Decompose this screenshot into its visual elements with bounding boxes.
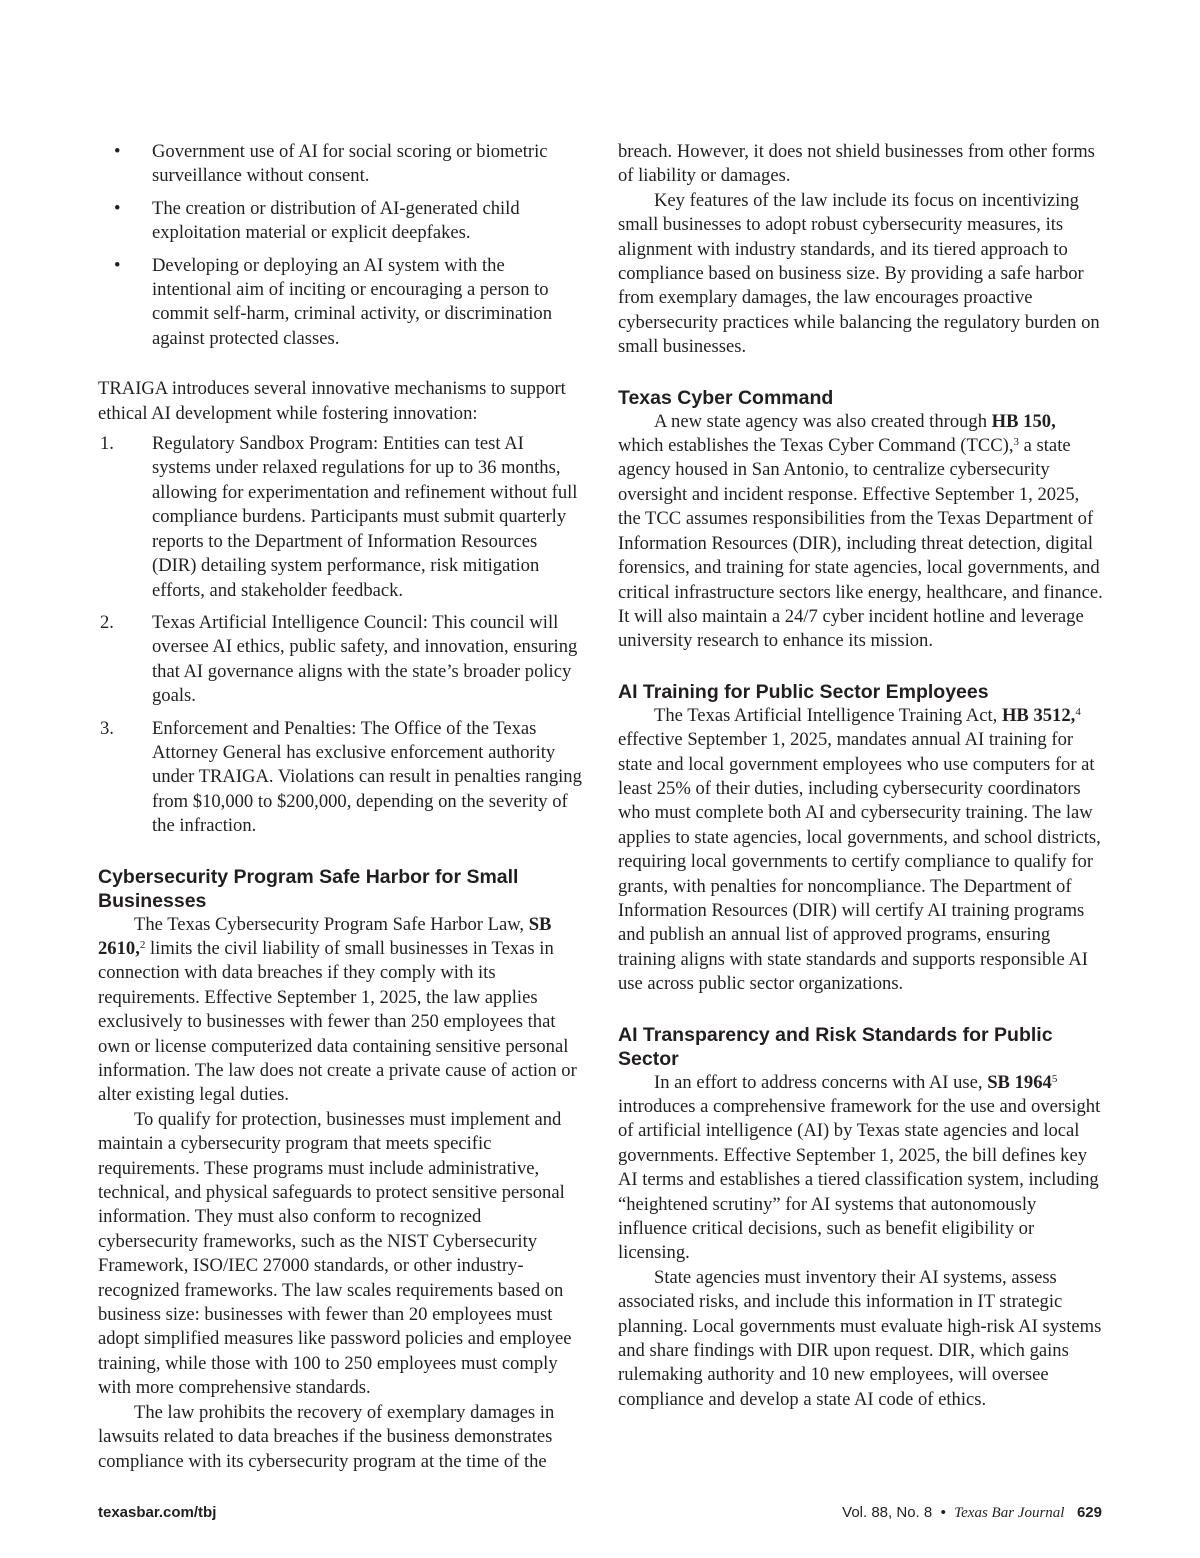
list-item <box>98 254 583 352</box>
bill-reference: SB 2610, <box>98 913 552 959</box>
footnote-marker: 2 <box>139 938 146 951</box>
bill-reference: SB 1964 <box>987 1071 1052 1093</box>
footnote-marker: 5 <box>1051 1072 1058 1085</box>
footnote-marker: 4 <box>1075 705 1081 718</box>
traiga-intro: TRAIGA introduces several innovative mechanisms to support ethical AI development while fostering innovation: <box>98 378 566 424</box>
list-item-text: Enforcement and Penalties: The Office of the Texas Attorney General has exclusive enforcement authority under TRAIGA. Violations can result in penalties ranging from $10,000 to $200,000, depending on the severity of the infraction. <box>152 717 582 837</box>
bullet-mark: • <box>114 141 121 162</box>
list-item <box>98 432 583 603</box>
volume-label: Vol. 88, No. 8 <box>842 1504 933 1521</box>
bullet-mark: • <box>114 197 121 219</box>
bill-reference: HB 150, <box>991 410 1056 432</box>
paragraph: breach. However, it does not shield businesses from other forms of liability or damages. <box>618 141 1095 187</box>
list-item-text: Texas Artificial Intelligence Council: This council will oversee AI ethics, public safety, and innovation, ensuring that AI governance aligns with the state’s broader policy goals. <box>152 611 578 707</box>
paragraph <box>618 1071 1103 1266</box>
separator-dot: • <box>940 1504 946 1521</box>
paragraph: Key features of the law include its focus on incentivizing small businesses to adopt robust cybersecurity measures, its alignment with industry standards, and its tiered approach to compliance based on business size. By providing a safe harbor from exemplary damages, the law encourages proactive cybersecurity practices while balancing the regulatory burden on small businesses. <box>618 189 1100 358</box>
list-item-text: The creation or distribution of AI-generated child exploitation material or explicit deepfakes. <box>152 197 520 244</box>
section-heading-safe-harbor: Cybersecurity Program Safe Harbor for Small Businesses <box>98 865 519 912</box>
text-run: introduces a comprehensive framework for the use and oversight of artificial intelligence (AI) by Texas state agencies and local governments. Effective September 1, 2025, the bill defines key AI terms and establishes a tiered classification system, including “heightened scrutiny” for AI systems that autonomously influence critical decisions, such as benefit eligibility or licensing. <box>618 1096 1101 1264</box>
list-item-text: Government use of AI for social scoring or biometric surveillance without consent. <box>152 141 548 187</box>
list-item <box>98 140 583 189</box>
list-item-text: Developing or deploying an AI system with the intentional aim of inciting or encouraging a person to commit self-harm, criminal activity, or discrimination against protected classes. <box>152 254 553 349</box>
prohibited-uses-list <box>98 140 583 351</box>
left-column <box>98 140 583 1474</box>
paragraph: The law prohibits the recovery of exemplary damages in lawsuits related to data breaches if the business demonstrates compliance with its cybersecurity program at the time of the <box>98 1401 555 1472</box>
text-run: The Texas Cybersecurity Program Safe Harbor Law, <box>134 913 529 935</box>
text-run: A new state agency was also created through <box>654 410 992 432</box>
paragraph <box>98 913 583 1108</box>
text-run: which establishes the Texas Cyber Command (TCC), <box>618 435 1014 457</box>
footnote-marker: 3 <box>1013 436 1019 449</box>
list-number: 2. <box>100 611 114 633</box>
page-number: 629 <box>1076 1504 1102 1521</box>
text-run: a state agency housed in San Antonio, to centralize cybersecurity oversight and incident response. Effective September 1, 2025, the TCC assumes responsibilities from the Texas Department of Information Resources (DIR), including threat detection, digital forensics, and training for state agencies, local governments, and critical infrastructure sectors like energy, healthcare, and finance. It will also maintain a 24/7 cyber incident hotline and leverage university research to enhance its mission. <box>618 435 1103 652</box>
mechanisms-list <box>98 432 583 839</box>
list-item-text: Regulatory Sandbox Program: Entities can test AI systems under relaxed regulations for up to 36 months, allowing for experimentation and refinement without full compliance burdens. Participants must submit quarterly reports to the Department of Information Resources (DIR) detailing system performance, risk mitigation efforts, and stakeholder feedback. <box>152 433 578 601</box>
right-column <box>618 140 1103 1412</box>
section-heading-ai-training: AI Training for Public Sector Employees <box>618 680 989 703</box>
text-run: The Texas Artificial Intelligence Training Act, <box>654 704 1002 726</box>
list-number: 1. <box>100 433 114 455</box>
footer-site-link[interactable]: texasbar.com/tbj <box>98 1504 217 1521</box>
section-heading-transparency: AI Transparency and Risk Standards for Public Sector <box>618 1023 1053 1070</box>
page-footer <box>98 1504 1102 1524</box>
list-item <box>98 611 583 709</box>
list-item <box>98 197 583 246</box>
journal-name: Texas Bar Journal <box>954 1505 1065 1521</box>
paragraph <box>618 410 1103 654</box>
list-item <box>98 717 583 839</box>
footer-meta <box>842 1504 1102 1522</box>
text-run: effective September 1, 2025, mandates annual AI training for state and local government employees who use computers for at least 25% of their duties, including cybersecurity coordinators who must complete both AI and cybersecurity training. The law applies to state agencies, local governments, and school districts, requiring local governments to certify compliance to qualify for grants, with penalties for noncompliance. The Department of Information Resources (DIR) will certify AI training programs and publish an annual list of approved programs, ensuring training aligns with state standards and supports responsible AI use across public sector organizations. <box>618 729 1101 995</box>
text-run: In an effort to address concerns with AI use, <box>654 1071 988 1093</box>
paragraph: To qualify for protection, businesses must implement and maintain a cybersecurity program that meets specific requirements. These programs must include administrative, technical, and physical safeguards to protect sensitive personal information. They must also conform to recognized cybersecurity frameworks, such as the NIST Cybersecurity Framework, ISO/IEC 27000 standards, or other industry-recognized frameworks. The law scales requirements based on business size: businesses with fewer than 20 employees must adopt simplified measures like password policies and employee training, while those with 100 to 250 employees must comply with more comprehensive standards. <box>98 1108 572 1399</box>
bill-reference: HB 3512, <box>1001 704 1076 726</box>
paragraph <box>618 704 1103 997</box>
text-run: limits the civil liability of small businesses in Texas in connection with data breaches if they comply with its requirements. Effective September 1, 2025, the law applies exclusively to businesses with fewer than 250 employees that own or license computerized data containing sensitive personal information. The law does not create a private cause of action or alter existing legal duties. <box>98 937 577 1106</box>
list-number: 3. <box>100 717 114 739</box>
bullet-mark: • <box>114 254 121 276</box>
section-heading-cyber-command: Texas Cyber Command <box>618 386 834 409</box>
paragraph: State agencies must inventory their AI systems, assess associated risks, and include this information in IT strategic planning. Local governments must evaluate high-risk AI systems and share findings with DIR upon request. DIR, which gains rulemaking authority and 10 new employees, will oversee compliance and develop a state AI code of ethics. <box>618 1266 1102 1410</box>
